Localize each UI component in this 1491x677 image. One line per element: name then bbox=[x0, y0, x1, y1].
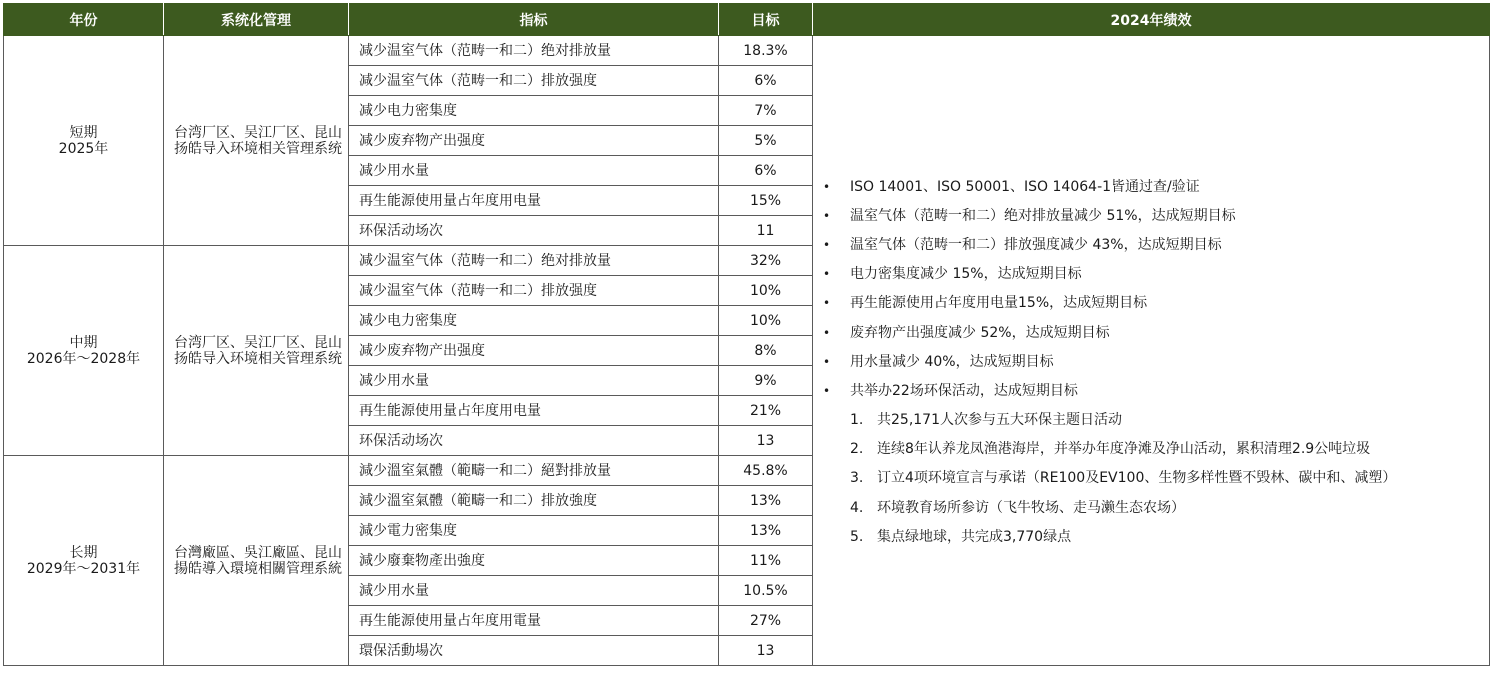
table-row bbox=[4, 36, 1490, 66]
performance-bullet: • 废弃物产出强度减少 52%，达成短期目标 bbox=[823, 324, 1110, 341]
performance-bullet: • 温室气体（范畴一和二）绝对排放量减少 51%，达成短期目标 bbox=[823, 207, 1236, 224]
indicator-cell: 减少温室气体（范畴一和二）排放强度 bbox=[349, 66, 719, 96]
period-years: 2026年～2028年 bbox=[26, 350, 141, 367]
system-cell-mid: 台湾厂区、吴江厂区、昆山扬皓导入环境相关管理系统 bbox=[164, 246, 349, 456]
target-cell: 21% bbox=[719, 396, 813, 426]
target-cell: 18.3% bbox=[719, 36, 813, 66]
target-cell: 13% bbox=[719, 516, 813, 546]
indicator-cell: 再生能源使用量占年度用电量 bbox=[349, 186, 719, 216]
period-cell-long bbox=[4, 456, 164, 666]
performance-bullet: • 共举办22场环保活动，达成短期目标 bbox=[823, 382, 1078, 399]
indicator-cell: 减少温室气体（范畴一和二）绝对排放量 bbox=[349, 36, 719, 66]
target-cell: 6% bbox=[719, 66, 813, 96]
system-cell-long: 台灣廠區、吳江廠區、昆山揚皓導入環境相關管理系統 bbox=[164, 456, 349, 666]
indicator-cell: 减少废弃物产出强度 bbox=[349, 336, 719, 366]
indicator-cell: 减少废弃物产出强度 bbox=[349, 126, 719, 156]
header-row bbox=[4, 4, 1490, 36]
target-cell: 15% bbox=[719, 186, 813, 216]
indicator-cell: 減少廢棄物產出強度 bbox=[349, 546, 719, 576]
performance-bullet: • 电力密集度减少 15%，达成短期目标 bbox=[823, 266, 1082, 283]
bullet-icon: • bbox=[823, 237, 831, 252]
performance-cell bbox=[813, 36, 1490, 666]
activity-item: 2. 连续8年认养龙凤渔港海岸，并举办年度净滩及净山活动，累积清理2.9公吨垃圾 bbox=[850, 441, 1371, 458]
header-target: 目标 bbox=[719, 4, 813, 36]
indicator-cell: 减少电力密集度 bbox=[349, 96, 719, 126]
environmental-goals-table bbox=[3, 3, 1490, 666]
bullet-icon: • bbox=[823, 208, 831, 223]
indicator-cell: 减少温室气体（范畴一和二）排放强度 bbox=[349, 276, 719, 306]
header-performance: 2024年绩效 bbox=[813, 4, 1490, 36]
target-cell: 6% bbox=[719, 156, 813, 186]
target-cell: 5% bbox=[719, 126, 813, 156]
target-cell: 27% bbox=[719, 606, 813, 636]
system-cell-short: 台湾厂区、吴江厂区、昆山扬皓导入环境相关管理系统 bbox=[164, 36, 349, 246]
period-cell-mid bbox=[4, 246, 164, 456]
target-cell: 13 bbox=[719, 426, 813, 456]
bullet-icon: • bbox=[823, 267, 831, 282]
indicator-cell: 减少用水量 bbox=[349, 156, 719, 186]
target-cell: 32% bbox=[719, 246, 813, 276]
period-cell-short bbox=[4, 36, 164, 246]
bullet-icon: • bbox=[823, 383, 831, 398]
period-years: 2025年 bbox=[58, 140, 109, 157]
period-years: 2029年～2031年 bbox=[26, 560, 141, 577]
target-cell: 11 bbox=[719, 216, 813, 246]
activity-item: 5. 集点绿地球，共完成3,770绿点 bbox=[850, 528, 1072, 545]
indicator-cell: 減少電力密集度 bbox=[349, 516, 719, 546]
performance-bullet: • 用水量减少 40%，达成短期目标 bbox=[823, 353, 1054, 370]
period-label: 长期 bbox=[69, 544, 98, 561]
activity-item: 3. 订立4项环境宣言与承诺（RE100及EV100、生物多样性暨不毁林、碳中和、减塑） bbox=[850, 470, 1397, 487]
indicator-cell: 減少用水量 bbox=[349, 576, 719, 606]
activity-item: 4. 环境教育场所参访（飞牛牧场、走马濑生态农场） bbox=[850, 499, 1185, 516]
indicator-cell: 再生能源使用量占年度用电量 bbox=[349, 396, 719, 426]
target-cell: 45.8% bbox=[719, 456, 813, 486]
bullet-icon: • bbox=[823, 179, 831, 194]
target-cell: 11% bbox=[719, 546, 813, 576]
indicator-cell: 环保活动场次 bbox=[349, 216, 719, 246]
indicator-cell: 减少电力密集度 bbox=[349, 306, 719, 336]
period-label: 短期 bbox=[69, 124, 98, 141]
target-cell: 10% bbox=[719, 306, 813, 336]
performance-list bbox=[813, 36, 1489, 551]
target-cell: 13% bbox=[719, 486, 813, 516]
performance-bullet: • 再生能源使用占年度用电量15%，达成短期目标 bbox=[823, 295, 1148, 312]
target-cell: 7% bbox=[719, 96, 813, 126]
indicator-cell: 減少溫室氣體（範疇一和二）排放強度 bbox=[349, 486, 719, 516]
bullet-icon: • bbox=[823, 296, 831, 311]
indicator-cell: 減少溫室氣體（範疇一和二）絕對排放量 bbox=[349, 456, 719, 486]
activity-item: 1. 共25,171人次参与五大环保主题日活动 bbox=[850, 412, 1122, 429]
performance-bullet: • 温室气体（范畴一和二）排放强度减少 43%，达成短期目标 bbox=[823, 236, 1222, 253]
target-cell: 8% bbox=[719, 336, 813, 366]
indicator-cell: 减少温室气体（范畴一和二）绝对排放量 bbox=[349, 246, 719, 276]
indicator-cell: 環保活動場次 bbox=[349, 636, 719, 666]
target-cell: 13 bbox=[719, 636, 813, 666]
indicator-cell: 再生能源使用量占年度用電量 bbox=[349, 606, 719, 636]
target-cell: 10.5% bbox=[719, 576, 813, 606]
performance-bullet: • ISO 14001、ISO 50001、ISO 14064-1皆通过查/验证 bbox=[823, 178, 1200, 195]
target-cell: 10% bbox=[719, 276, 813, 306]
bullet-icon: • bbox=[823, 325, 831, 340]
header-year: 年份 bbox=[4, 4, 164, 36]
target-cell: 9% bbox=[719, 366, 813, 396]
header-system: 系统化管理 bbox=[164, 4, 349, 36]
period-label: 中期 bbox=[69, 334, 98, 351]
bullet-icon: • bbox=[823, 354, 831, 369]
header-indicator: 指标 bbox=[349, 4, 719, 36]
indicator-cell: 减少用水量 bbox=[349, 366, 719, 396]
indicator-cell: 环保活动场次 bbox=[349, 426, 719, 456]
